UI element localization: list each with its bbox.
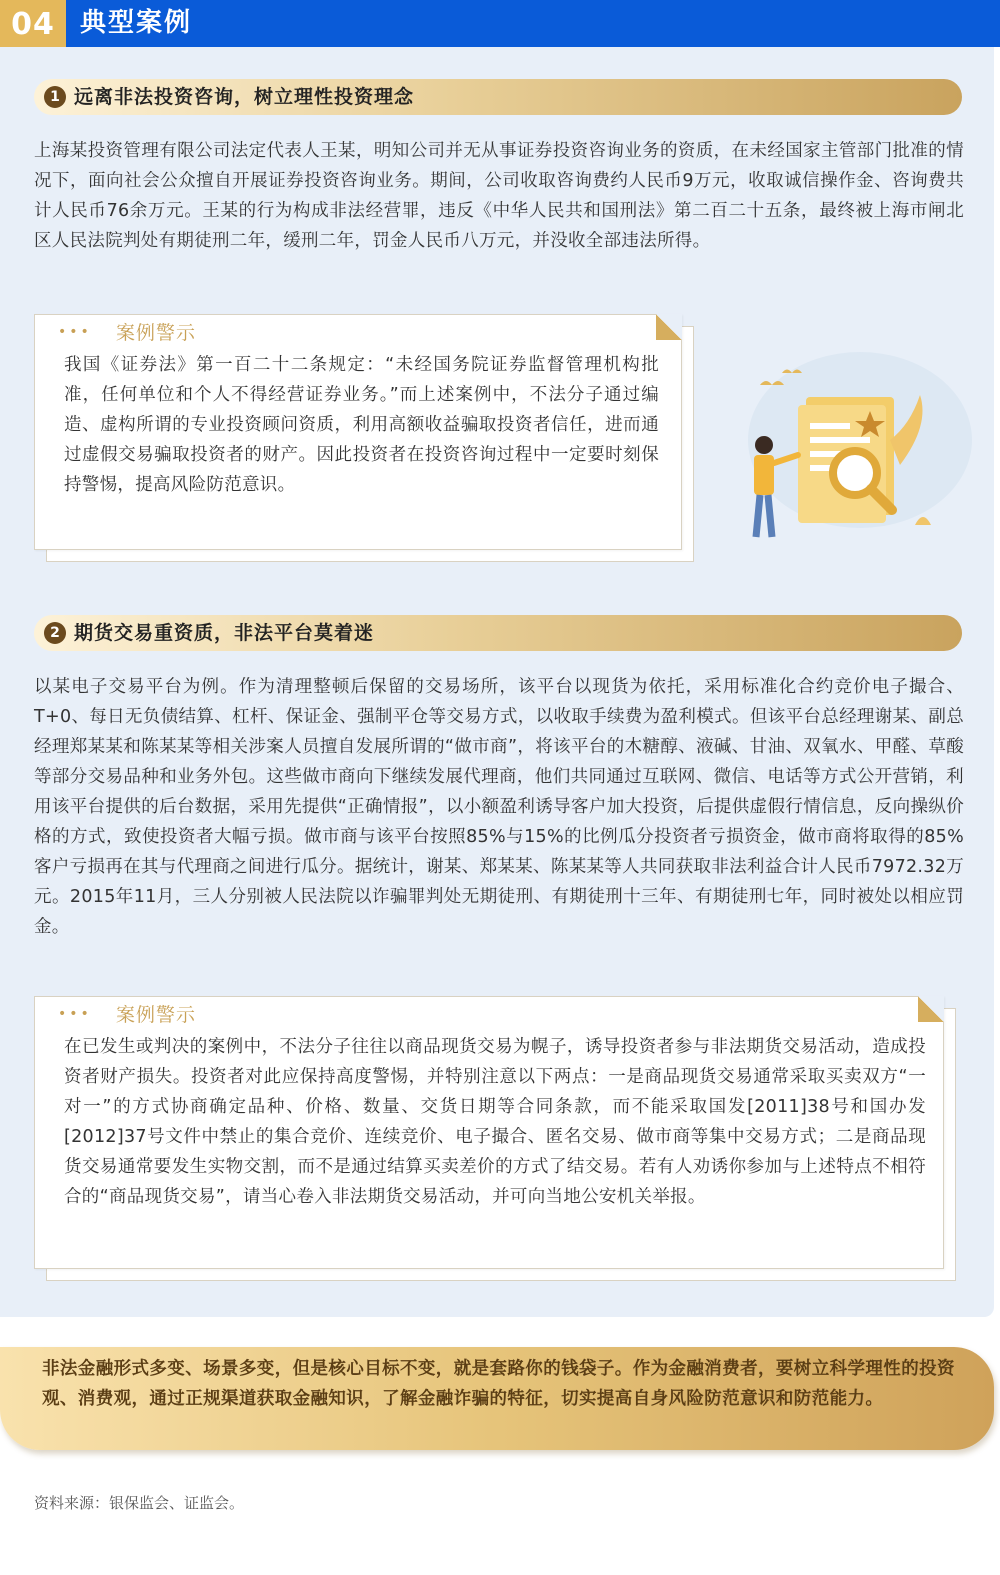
section-title: 典型案例 xyxy=(80,8,193,38)
case1-warning-title: 案例警示 xyxy=(116,322,197,344)
case2-index-badge: 2 xyxy=(44,622,66,644)
summary-text: 非法金融形式多变、场景多变，但是核心目标不变，就是套路你的钱袋子。作为金融消费者，要树立科学理性的投资观、消费观，通过正规渠道获取金融知识，了解金融诈骗的特征，切实提高自身风险防范意识和防范能力。 xyxy=(42,1359,955,1409)
dots-icon: ••• xyxy=(58,1006,92,1022)
page-fold-icon xyxy=(656,314,682,340)
section-number: 04 xyxy=(0,0,66,47)
dots-icon: ••• xyxy=(58,324,92,340)
case2-heading: 期货交易重资质，非法平台莫着迷 xyxy=(74,622,375,644)
case2-warning-card xyxy=(34,996,956,1281)
case1-warning-body: 我国《证券法》第一百二十二条规定：“未经国务院证券监督管理机构批准，任何单位和个人不得经营证券业务。”而上述案例中，不法分子通过编造、虚构所谓的专业投资顾问资质，利用高额收益骗取投资者信任，进而通过虚假交易骗取投资者的财产。因此投资者在投资咨询过程中一定要时刻保持警惕，提高风险防范意识。 xyxy=(64,355,659,495)
case1-warning-card xyxy=(34,314,694,562)
case1-heading-bar xyxy=(34,79,962,115)
document-magnifier-illustration-icon xyxy=(720,345,975,565)
case2-warning-title: 案例警示 xyxy=(116,1004,197,1026)
case2-warning-body: 在已发生或判决的案例中，不法分子往往以商品现货交易为幌子，诱导投资者参与非法期货交易活动，造成投资者财产损失。投资者对此应保持高度警惕，并特别注意以下两点：一是商品现货交易通常采取买卖双方“一对一”的方式协商确定品种、价格、数量、交货日期等合同条款，而不能采取国发[2011]38号和国办发[2012]37号文件中禁止的集合竞价、连续竞价、电子撮合、匿名交易、做市商等集中交易方式；二是商品现货交易通常要发生实物交割，而不是通过结算买卖差价的方式了结交易。若有人劝诱你参加与上述特点不相符合的“商品现货交易”，请当心卷入非法期货交易活动，并可向当地公安机关举报。 xyxy=(64,1037,926,1207)
case1-body: 上海某投资管理有限公司法定代表人王某，明知公司并无从事证券投资咨询业务的资质，在未经国家主管部门批准的情况下，面向社会公众擅自开展证券投资咨询业务。期间，公司收取咨询费约人民币9万元，收取诚信操作金、咨询费共计人民币76余万元。王某的行为构成非法经营罪，违反《中华人民共和国刑法》第二百二十五条，最终被上海市闸北区人民法院判处有期徒刑二年，缓刑二年，罚金人民币八万元，并没收全部违法所得。 xyxy=(34,141,964,251)
page-fold-icon xyxy=(918,996,944,1022)
source-note: 资料来源：银保监会、证监会。 xyxy=(34,1494,245,1512)
case1-index-badge: 1 xyxy=(44,86,66,108)
summary-banner xyxy=(0,1347,994,1450)
case2-heading-bar xyxy=(34,615,962,651)
case2-body: 以某电子交易平台为例。作为清理整顿后保留的交易场所，该平台以现货为依托，采用标准化合约竞价电子撮合、T+0、每日无负债结算、杠杆、保证金、强制平仓等交易方式，以收取手续费为盈利模式。但该平台总经理谢某、副总经理郑某某和陈某某等相关涉案人员擅自发展所谓的“做市商”，将该平台的木糖醇、液碱、甘油、双氧水、甲醛、草酸等部分交易品种和业务外包。这些做市商向下继续发展代理商，他们共同通过互联网、微信、电话等方式公开营销，利用该平台提供的后台数据，采用先提供“正确情报”，以小额盈利诱导客户加大投资，后提供虚假行情信息，反向操纵价格的方式，致使投资者大幅亏损。做市商与该平台按照85%与15%的比例瓜分投资者亏损资金，做市商将取得的85%客户亏损再在其与代理商之间进行瓜分。据统计，谢某、郑某某、陈某某等人共同获取非法利益合计人民币7972.32万元。2015年11月，三人分别被人民法院以诈骗罪判处无期徒刑、有期徒刑十三年、有期徒刑七年，同时被处以相应罚金。 xyxy=(34,677,964,937)
section-header xyxy=(0,0,1000,47)
case1-heading: 远离非法投资咨询，树立理性投资理念 xyxy=(74,86,415,108)
